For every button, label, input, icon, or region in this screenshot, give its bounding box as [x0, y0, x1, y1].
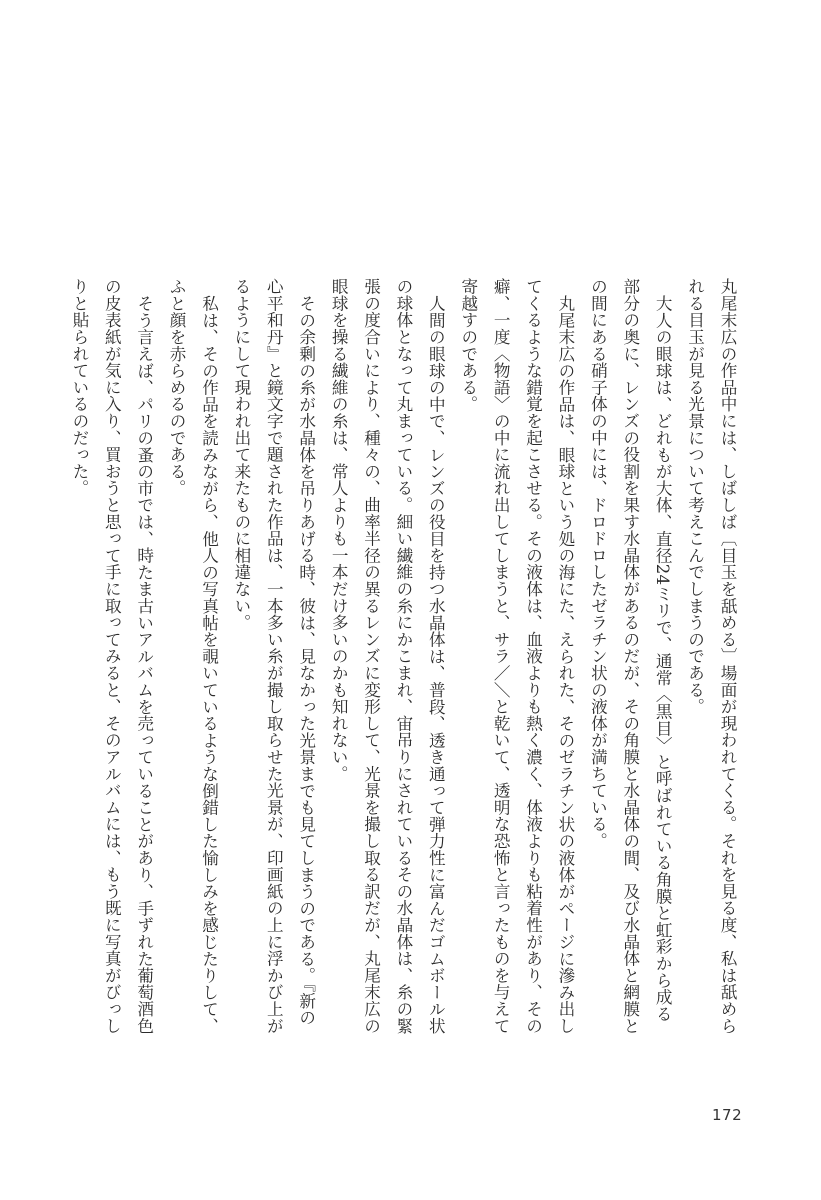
paragraph-4: 人間の眼球の中で、レンズの役目を持つ水晶体は、普段、透き通って弾力性に富んだゴムボール状の球体となって丸まっている。細い繊維の糸にかこまれ、宙吊りにされているその水晶体は、糸の緊張の度合いにより、種々の、曲率半径の異るレンズに変形して、光景を撮し取る訳だが、丸尾末広の眼球を操る繊維の糸は、常人よりも一本だけ多いのかも知れない。 [329, 278, 446, 1034]
paragraph-6: 私は、その作品を読みながら、他人の写真帖を覗いているような倒錯した愉しみを感じたりして、ふと顔を赤らめるのである。 [167, 278, 219, 1034]
paragraph-7: そう言えば、パリの蚤の市では、時たま古いアルバムを売っていることがあり、手ずれた葡萄酒色の皮表紙が気に入り、買おうと思って手に取ってみると、そのアルバムには、もう既に写真がびっしりと貼られているのだった。 [69, 278, 154, 1034]
paragraph-1: 丸尾末広の作品中には、しばしば〔目玉を舐める〕場面が現われてくる。それを見る度、私は舐められる目玉が見る光景について考えこんでしまうのである。 [685, 278, 737, 1034]
vertical-text-block [62, 278, 743, 1038]
page-number: 172 [712, 1106, 743, 1124]
paragraph-3: 丸尾末広の作品は、眼球という処の海にた、えられた、そのゼラチン状の液体がページに滲み出してくるような錯覚を起こさせる。その液体は、血液よりも熱く濃く、体液よりも粘着性があり、その癖、一度〈物語〉の中に流れ出してしまうと、サラ／＼と乾いて、透明な恐怖と言ったものを与えて寄越すのである。 [458, 278, 575, 1034]
paragraph-2: 大人の眼球は、どれもが大体、直径24ミリで、通常〈黒目〉と呼ばれている角膜と虹彩から成る部分の奥に、レンズの役割を果す水晶体があるのだが、その角膜と水晶体の間、及び水晶体と網膜との間にある硝子体の中には、ドロドロしたゼラチン状の液体が満ちている。 [588, 278, 673, 1034]
paragraph-5: その余剰の糸が水晶体を吊りあげる時、彼は、見なかった光景までも見てしまうのである。『新の心平和丹』と鏡文字で題された作品は、一本多い糸が撮し取らせた光景が、印画紙の上に浮かび上がるようにして現われ出て来たものに相違ない。 [231, 278, 316, 1034]
